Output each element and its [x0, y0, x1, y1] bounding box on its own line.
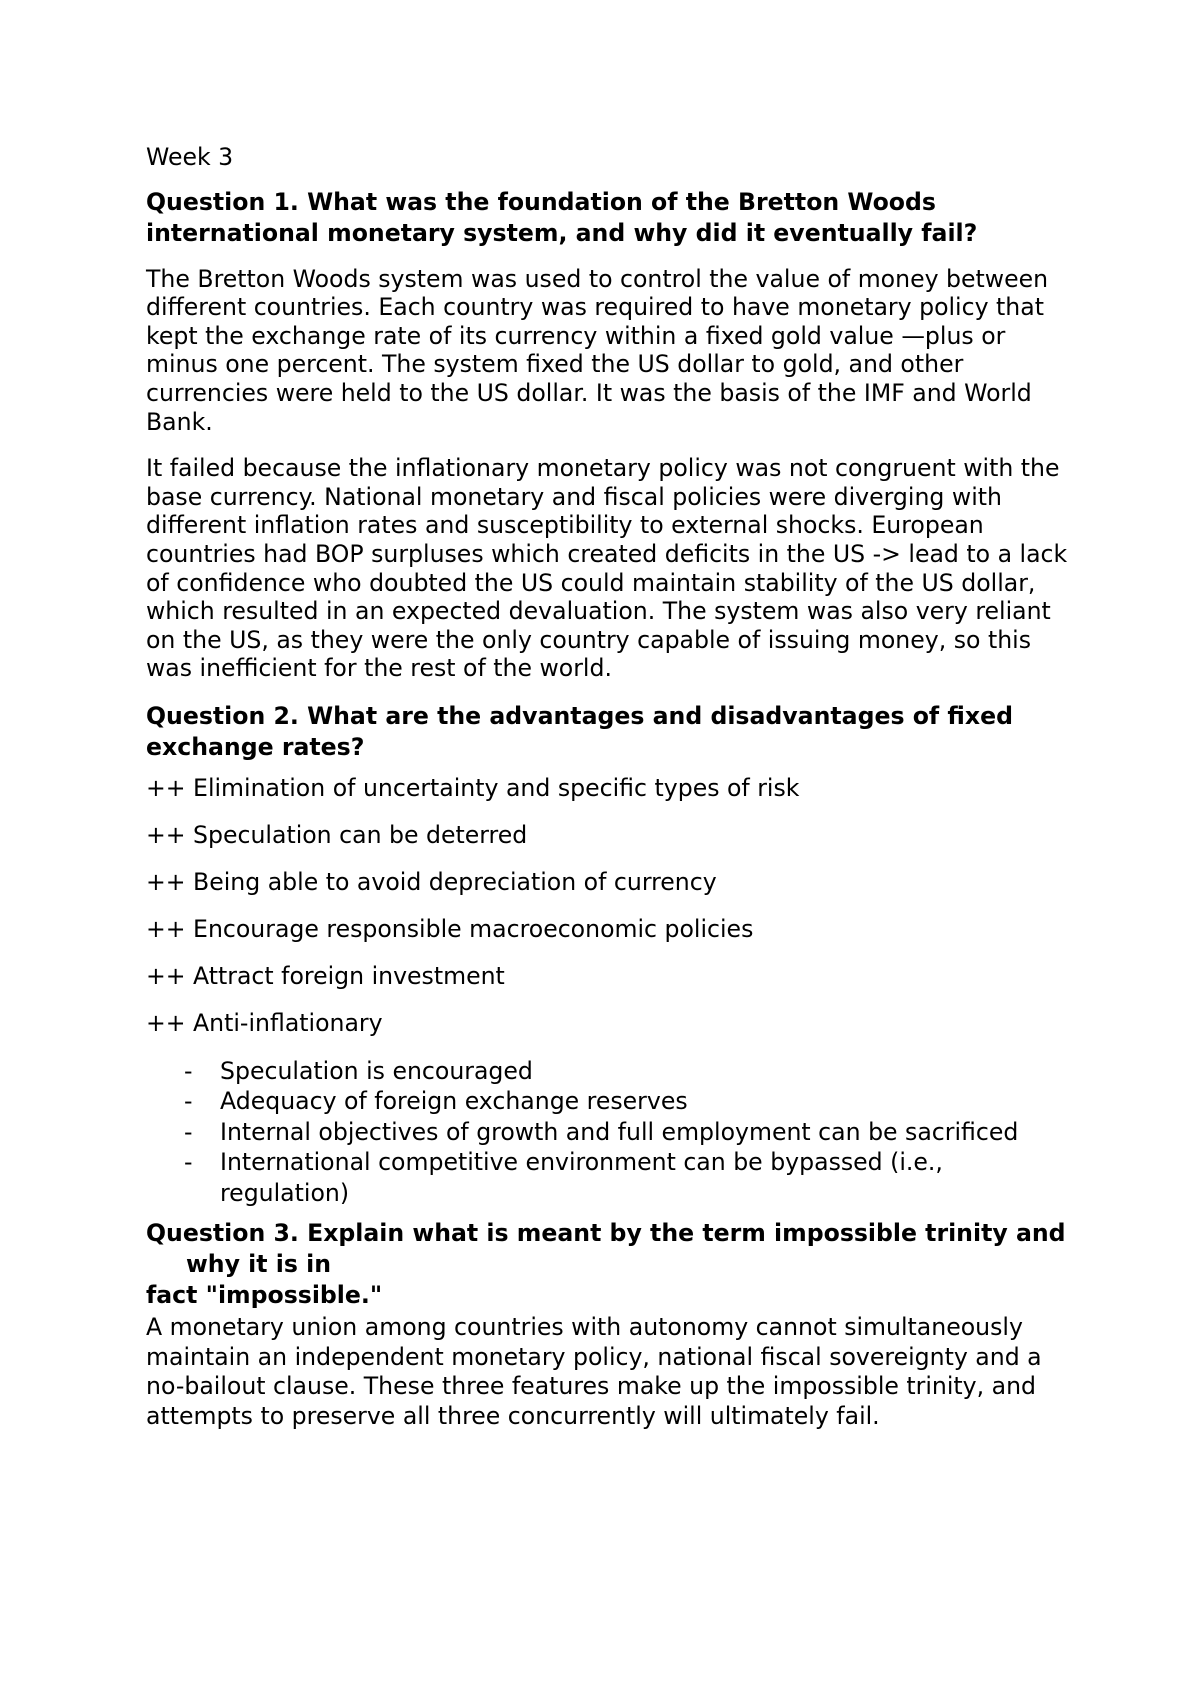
disadvantage-item: - Internal objectives of growth and full employment can be sacrificed: [220, 1117, 1076, 1148]
document-page: [146, 143, 1076, 1431]
answer-1-paragraph-2: It failed because the inflationary monetary policy was not congruent with the base currency. National monetary and fiscal policies were diverging with different inflation rates and susceptibility to external shocks. European countries had BOP surpluses which created deficits in the US -> lead to a lack of confidence who doubted the US could maintain stability of the US dollar, which resulted in an expected devaluation. The system was also very reliant on the US, as they were the only country capable of issuing money, so this was inefficient for the rest of the world.: [146, 454, 1068, 683]
advantage-item: ++ Anti-inflationary: [146, 1008, 383, 1037]
question-3-line-2: fact "impossible.": [146, 1281, 383, 1310]
advantage-item: ++ Encourage responsible macroeconomic policies: [146, 914, 754, 943]
question-1: Question 1. What was the foundation of the Bretton Woods international monetary system, and why did it eventually fail?: [146, 187, 978, 247]
advantage-item: ++ Being able to avoid depreciation of currency: [146, 867, 717, 896]
disadvantage-item: - International competitive environment can be bypassed (i.e., regulation): [220, 1147, 1076, 1208]
advantage-item: ++ Elimination of uncertainty and specific types of risk: [146, 773, 800, 802]
week-heading: Week 3: [146, 143, 234, 171]
disadvantage-item: - Speculation is encouraged: [220, 1056, 1076, 1087]
question-2: Question 2. What are the advantages and disadvantages of fixed exchange rates?: [146, 701, 1014, 761]
disadvantages-list: [146, 1056, 1076, 1209]
answer-1-paragraph-1: The Bretton Woods system was used to control the value of money between different countries. Each country was required to have monetary policy that kept the exchange rate of its currency within a fixed gold value —plus or minus one percent. The system fixed the US dollar to gold, and other currencies were held to the US dollar. It was the basis of the IMF and World Bank.: [146, 264, 1049, 436]
answer-3: A monetary union among countries with autonomy cannot simultaneously maintain an independent monetary policy, national fiscal sovereignty and a no-bailout clause. These three features make up the impossible trinity, and attempts to preserve all three concurrently will ultimately fail.: [146, 1313, 1042, 1430]
disadvantage-item: - Adequacy of foreign exchange reserves: [220, 1086, 1076, 1117]
advantage-item: ++ Attract foreign investment: [146, 961, 505, 990]
question-3-line-1: Question 3. Explain what is meant by the term impossible trinity and why it is in: [146, 1219, 1066, 1279]
advantage-item: ++ Speculation can be deterred: [146, 820, 528, 849]
